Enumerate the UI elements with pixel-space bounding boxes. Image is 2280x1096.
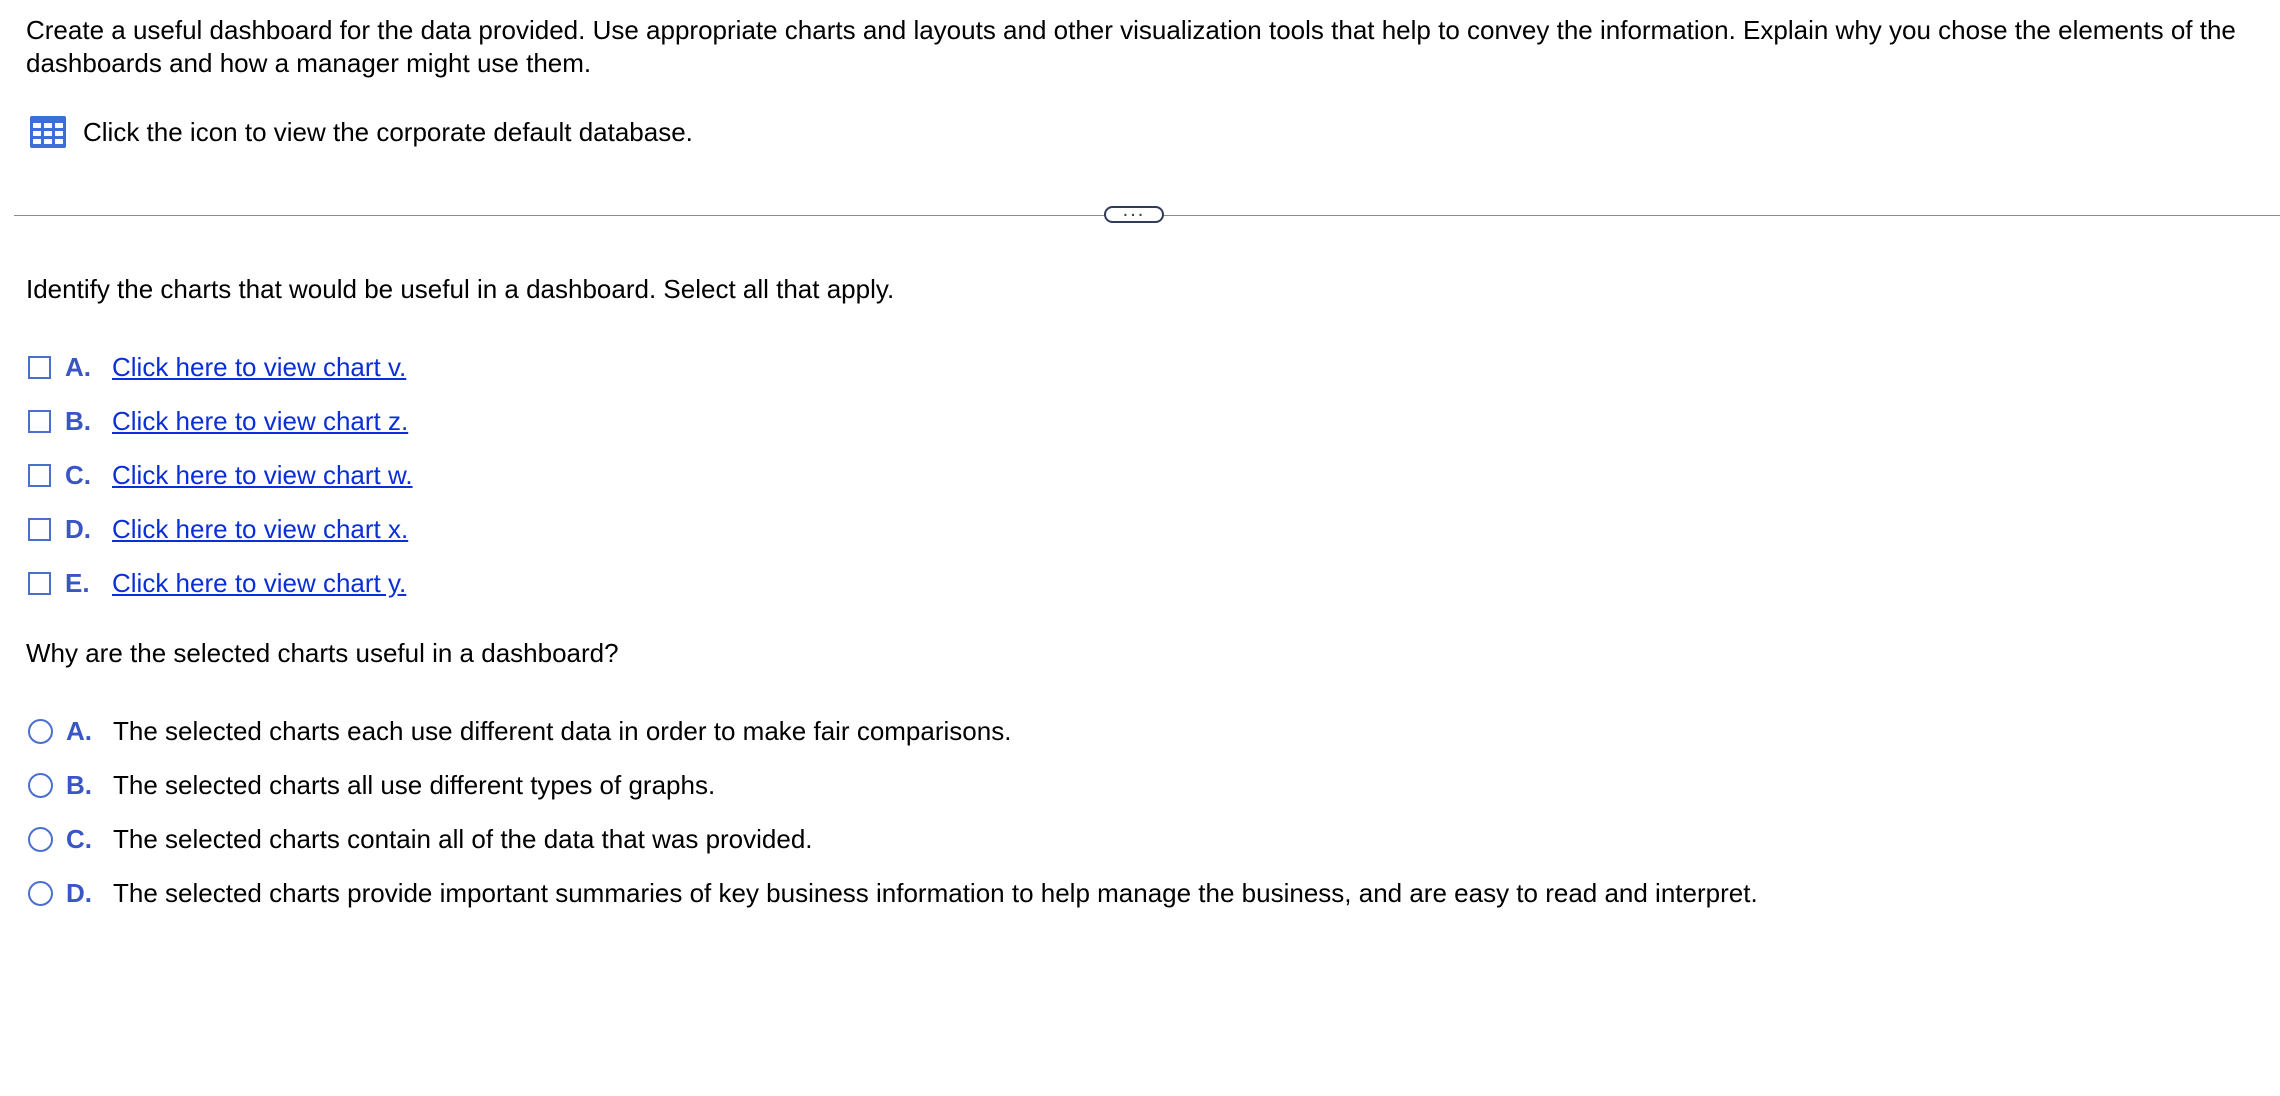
chart-y-link[interactable]: Click here to view chart y. [112, 567, 407, 598]
question-1-prompt: Identify the charts that would be useful in a dashboard. Select all that apply. [26, 274, 895, 304]
option-letter: D. [66, 877, 92, 908]
radio-icon[interactable] [28, 881, 53, 906]
option-letter: D. [65, 513, 91, 544]
option-text: The selected charts contain all of the data that was provided. [113, 823, 813, 854]
option-letter: C. [66, 823, 92, 854]
expand-more-button[interactable] [1104, 198, 1164, 223]
checkbox-option-a[interactable] [28, 340, 413, 394]
option-letter: A. [66, 715, 92, 746]
checkbox-icon[interactable] [28, 464, 51, 487]
radio-icon[interactable] [28, 719, 53, 744]
checkbox-option-d[interactable] [28, 502, 413, 556]
radio-option-a[interactable] [28, 704, 1758, 758]
question-2-prompt: Why are the selected charts useful in a dashboard? [26, 638, 619, 668]
radio-option-d[interactable] [28, 866, 1758, 920]
option-letter: E. [65, 567, 90, 598]
checkbox-icon[interactable] [28, 518, 51, 541]
option-text: The selected charts provide important summaries of key business information to help manage the business, and are easy to read and interpret. [113, 877, 1758, 908]
option-letter: B. [66, 769, 92, 800]
database-row [29, 115, 693, 149]
chart-v-link[interactable]: Click here to view chart v. [112, 351, 407, 382]
checkbox-icon[interactable] [28, 410, 51, 433]
checkbox-option-e[interactable] [28, 556, 413, 610]
checkbox-icon[interactable] [28, 356, 51, 379]
checkbox-option-b[interactable] [28, 394, 413, 448]
option-letter: A. [65, 351, 91, 382]
radio-option-b[interactable] [28, 758, 1758, 812]
table-icon[interactable] [29, 115, 67, 149]
checkbox-option-c[interactable] [28, 448, 413, 502]
chart-x-link[interactable]: Click here to view chart x. [112, 513, 409, 544]
chart-w-link[interactable]: Click here to view chart w. [112, 459, 413, 490]
radio-icon[interactable] [28, 827, 53, 852]
chart-z-link[interactable]: Click here to view chart z. [112, 405, 409, 436]
radio-option-c[interactable] [28, 812, 1758, 866]
radio-icon[interactable] [28, 773, 53, 798]
option-letter: C. [65, 459, 91, 490]
question-1-options [28, 340, 413, 610]
intro-text: Create a useful dashboard for the data provided. Use appropriate charts and layouts and other visualization tools that help to convey the information. Explain why you chose the elements of the dashboards and how a manager might use them. [26, 15, 2236, 78]
option-letter: B. [65, 405, 91, 436]
option-text: The selected charts all use different types of graphs. [113, 769, 716, 800]
more-icon: ... [1122, 198, 1146, 221]
option-text: The selected charts each use different data in order to make fair comparisons. [113, 715, 1012, 746]
question-2-options [28, 704, 1758, 920]
checkbox-icon[interactable] [28, 572, 51, 595]
database-label: Click the icon to view the corporate default database. [83, 116, 693, 147]
